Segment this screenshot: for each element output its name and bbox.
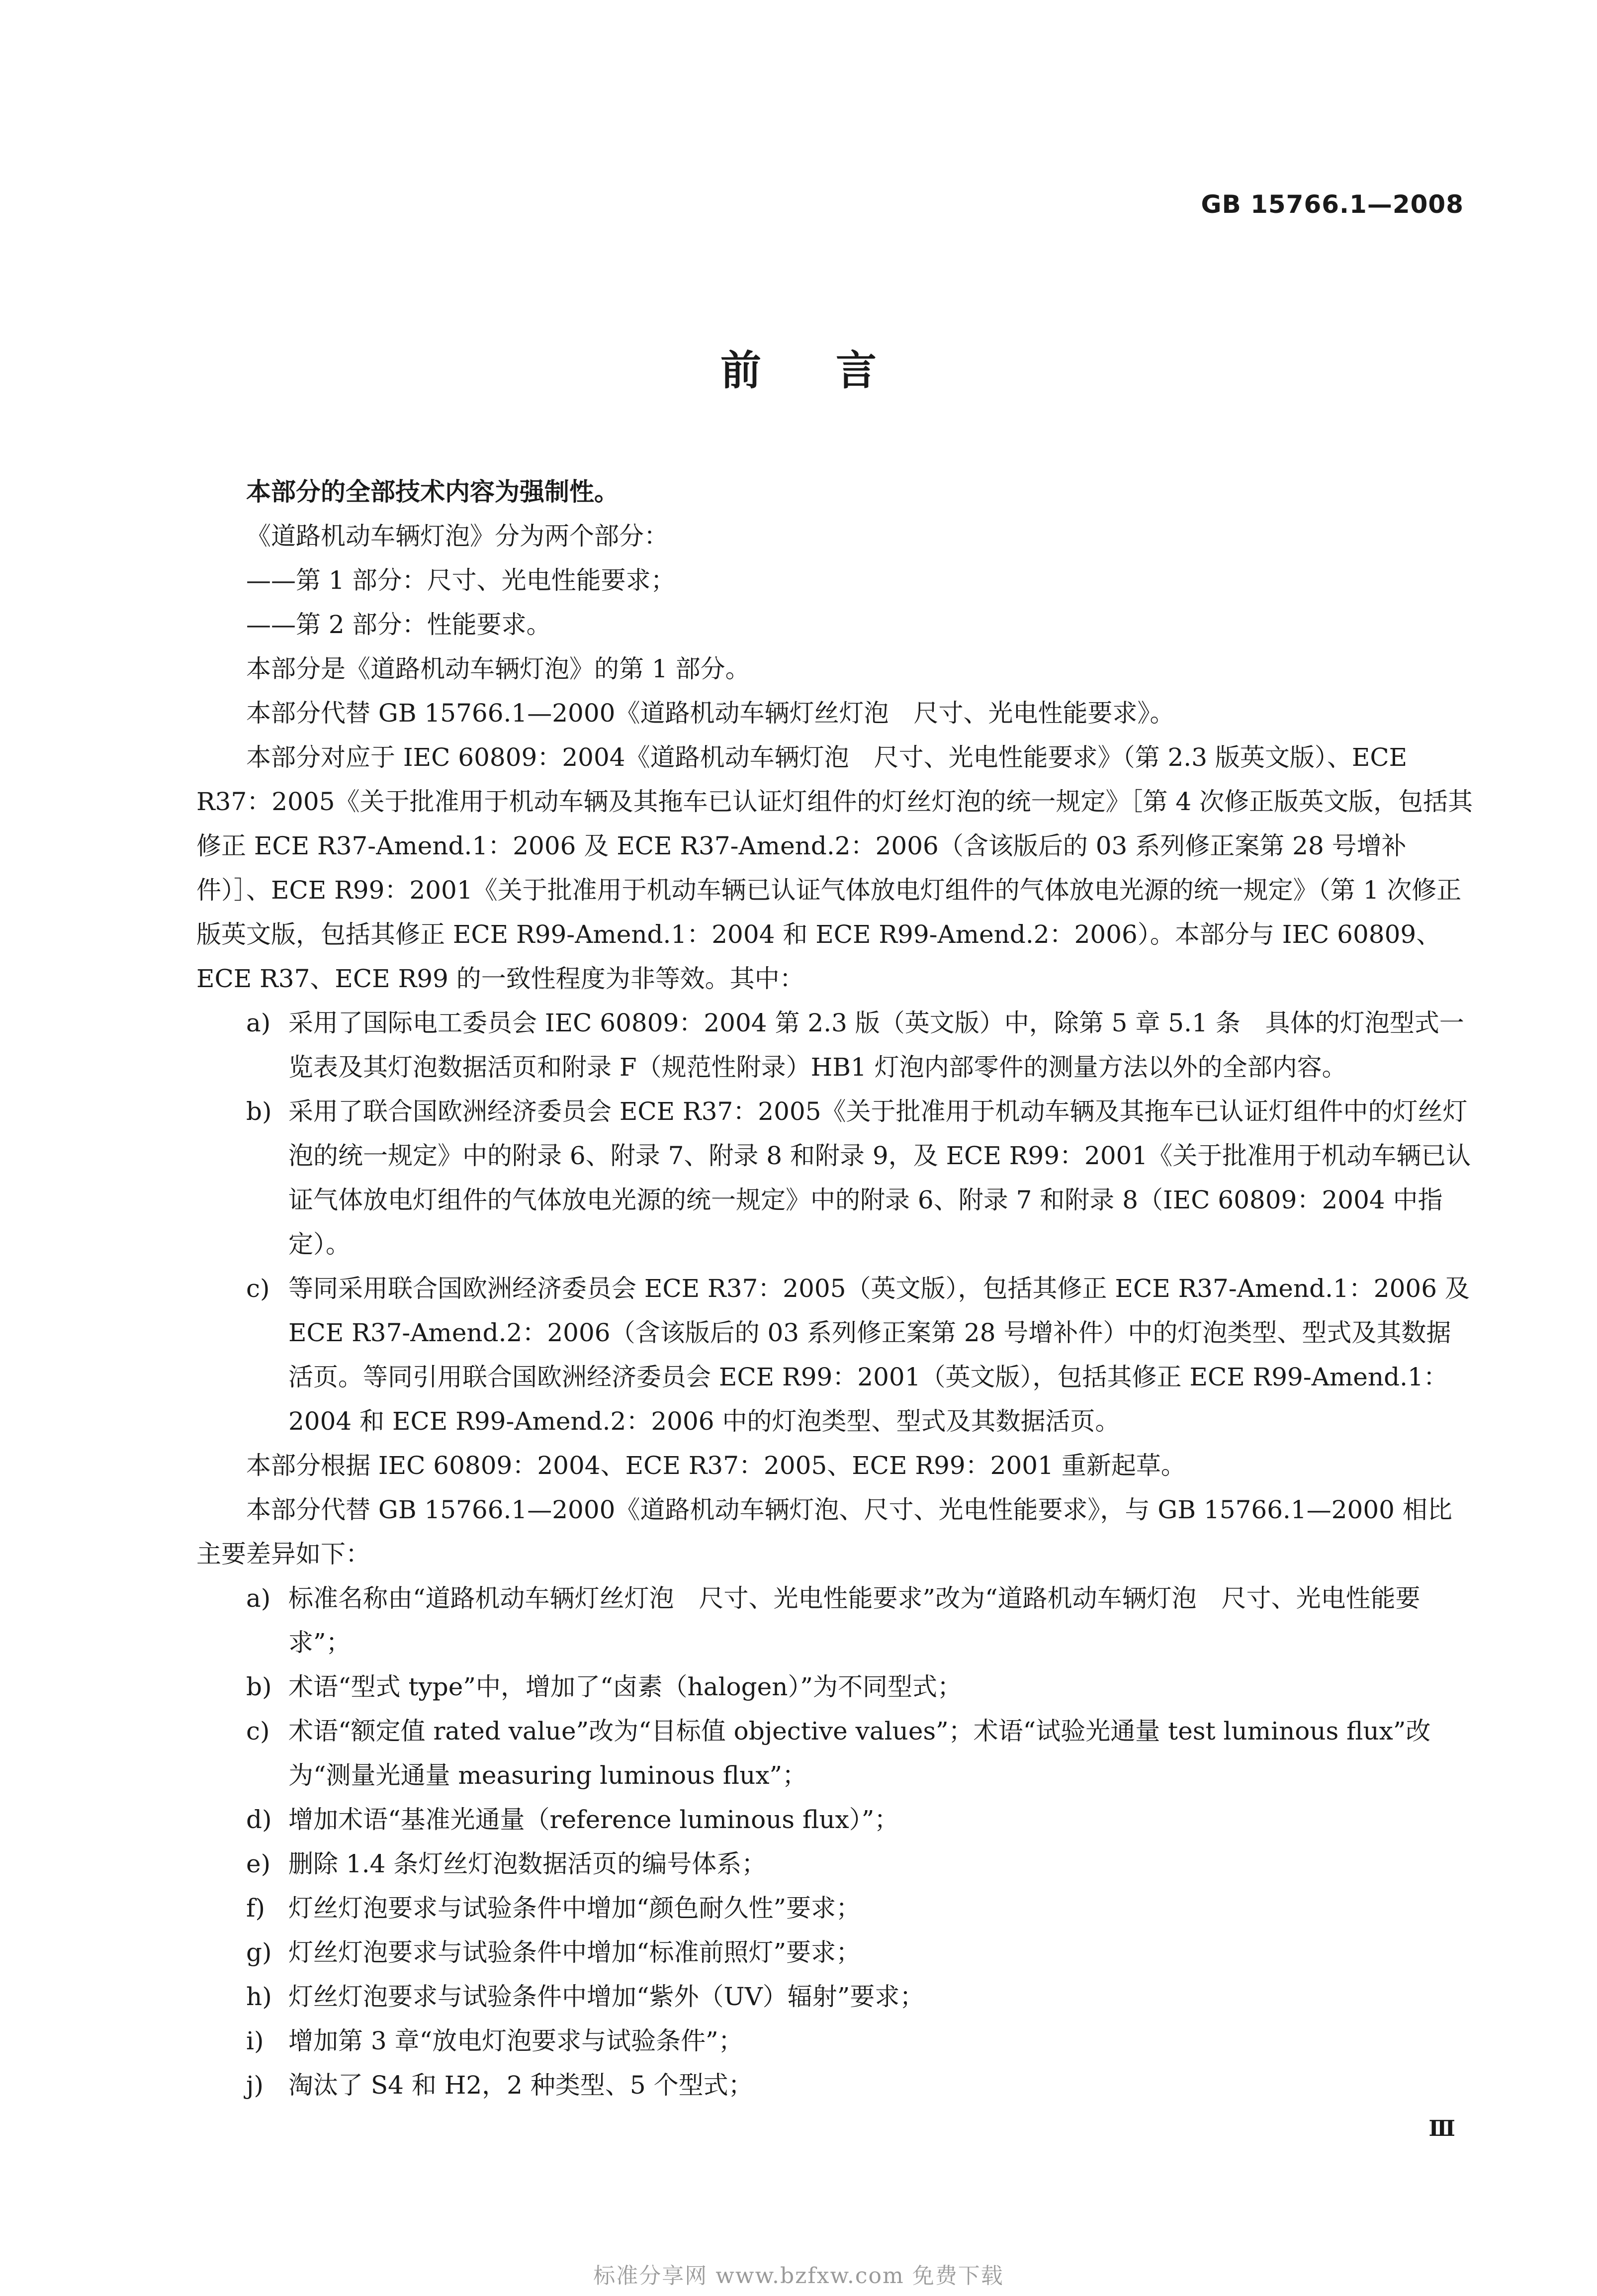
part-1-item: ——第 1 部分：尺寸、光电性能要求；	[246, 566, 676, 595]
page-number: Ⅲ	[1428, 2116, 1455, 2141]
list-item-mark: b)	[246, 1097, 272, 1126]
list-item-text: 删除 1.4 条灯丝灯泡数据活页的编号体系；	[288, 1849, 767, 1878]
list-item-mark: d)	[246, 1805, 272, 1834]
list-item-mark: h)	[246, 1982, 272, 2011]
list-item	[196, 1930, 1475, 1975]
list-item-mark: f)	[246, 1894, 266, 1923]
list-item	[196, 2063, 1475, 2108]
list-item-mark: a)	[246, 1009, 271, 1037]
standard-number: GB 15766.1—2008	[1201, 190, 1464, 219]
list-item	[196, 1975, 1475, 2019]
list-item-text: 增加术语“基准光通量（reference luminous flux）”；	[288, 1805, 899, 1834]
paragraph-replaces: 本部分代替 GB 15766.1—2000《道路机动车辆灯丝灯泡 尺寸、光电性能要求》。	[246, 699, 1175, 728]
list-item-text: 术语“额定值 rated value”改为“目标值 objective values”；术语“试验光通量 test luminous flux”改为“测量光通量 measuring luminous flux”；	[288, 1717, 1431, 1790]
list-item-text: 采用了联合国欧洲经济委员会 ECE R37：2005《关于批准用于机动车辆及其拖车已认证灯组件中的灯丝灯泡的统一规定》中的附录 6、附录 7、附录 8 和附录 9，及 ECE R99：2001《关于批准用于机动车辆已认证气体放电灯组件的气体放电光源的统一规定》中的附录 6、附录 7 和附录 8（IEC 60809：2004 中指定）。	[288, 1097, 1471, 1259]
paragraph-correspondence: 本部分对应于 IEC 60809：2004《道路机动车辆灯泡 尺寸、光电性能要求》（第 2.3 版英文版）、ECE R37：2005《关于批准用于机动车辆及其拖车已认证灯组件的灯丝灯泡的统一规定》［第 4 次修正版英文版，包括其修正 ECE R37-Amend.1：2006 及 ECE R37-Amend.2：2006（含该版后的 03 系列修正案第 28 号增补件）］、ECE R99：2001《关于批准用于机动车辆已认证气体放电灯组件的气体放电光源的统一规定》（第 1 次修正版英文版，包括其修正 ECE R99-Amend.1：2004 和 ECE R99-Amend.2：2006）。本部分与 IEC 60809、ECE R37、ECE R99 的一致性程度为非等效。其中：	[196, 743, 1473, 993]
list-item-mark: c)	[246, 1717, 270, 1745]
list-item	[196, 1665, 1475, 1709]
list-item-text: 术语“型式 type”中，增加了“卤素（halogen）”为不同型式；	[288, 1672, 962, 1701]
list-item	[196, 1842, 1475, 1886]
paragraph-redrafted: 本部分根据 IEC 60809：2004、ECE R37：2005、ECE R99：2001 重新起草。	[246, 1451, 1186, 1480]
list-item-text: 增加第 3 章“放电灯泡要求与试验条件”；	[288, 2026, 743, 2055]
page-title: 前言	[720, 347, 951, 394]
list-item	[196, 1798, 1475, 1842]
list-item	[196, 1576, 1475, 1665]
paragraph-mandatory: 本部分的全部技术内容为强制性。	[246, 477, 619, 506]
list-item-text: 采用了国际电工委员会 IEC 60809：2004 第 2.3 版（英文版）中，除第 5 章 5.1 条 具体的灯泡型式一览表及其灯泡数据活页和附录 F（规范性附录）HB1 灯泡内部零件的测量方法以外的全部内容。	[288, 1009, 1464, 1082]
list-item-text: 灯丝灯泡要求与试验条件中增加“颜色耐久性”要求；	[288, 1894, 861, 1923]
paragraph-parts-intro: 《道路机动车辆灯泡》分为两个部分：	[246, 522, 669, 551]
list-item-mark: e)	[246, 1849, 271, 1878]
document-body	[196, 470, 1475, 2108]
list-item-mark: g)	[246, 1938, 272, 1967]
list-item	[196, 1267, 1475, 1444]
list-item-mark: b)	[246, 1672, 272, 1701]
list-item	[196, 1886, 1475, 1930]
paragraph-differences: 本部分代替 GB 15766.1—2000《道路机动车辆灯泡、尺寸、光电性能要求》，与 GB 15766.1—2000 相比主要差异如下：	[196, 1495, 1452, 1568]
list-item	[196, 1090, 1475, 1267]
list-item-mark: i)	[246, 2026, 264, 2055]
part-2-item: ——第 2 部分：性能要求。	[246, 610, 551, 639]
list-item-text: 标准名称由“道路机动车辆灯丝灯泡 尺寸、光电性能要求”改为“道路机动车辆灯泡 尺寸、光电性能要求”；	[288, 1584, 1420, 1657]
list-item-mark: a)	[246, 1584, 271, 1613]
list-item-mark: j)	[246, 2071, 264, 2100]
list-item-text: 等同采用联合国欧洲经济委员会 ECE R37：2005（英文版），包括其修正 ECE R37-Amend.1：2006 及 ECE R37-Amend.2：2006（含该版后的 03 系列修正案第 28 号增补件）中的灯泡类型、型式及其数据活页。等同引用联合国欧洲经济委员会 ECE R99：2001（英文版），包括其修正 ECE R99-Amend.1：2004 和 ECE R99-Amend.2：2006 中的灯泡类型、型式及其数据活页。	[288, 1274, 1470, 1436]
list-item-text: 灯丝灯泡要求与试验条件中增加“紫外（UV）辐射”要求；	[288, 1982, 925, 2011]
list-item	[196, 2019, 1475, 2063]
list-item	[196, 1709, 1475, 1798]
list-item-text: 淘汰了 S4 和 H2，2 种类型、5 个型式；	[288, 2071, 753, 2100]
paragraph-this-part: 本部分是《道路机动车辆灯泡》的第 1 部分。	[246, 654, 750, 683]
watermark-footer: 标准分享网 www.bzfxw.com 免费下载	[593, 2263, 1004, 2289]
list-item	[196, 1001, 1475, 1090]
list-item-mark: c)	[246, 1274, 270, 1303]
list-item-text: 灯丝灯泡要求与试验条件中增加“标准前照灯”要求；	[288, 1938, 861, 1967]
